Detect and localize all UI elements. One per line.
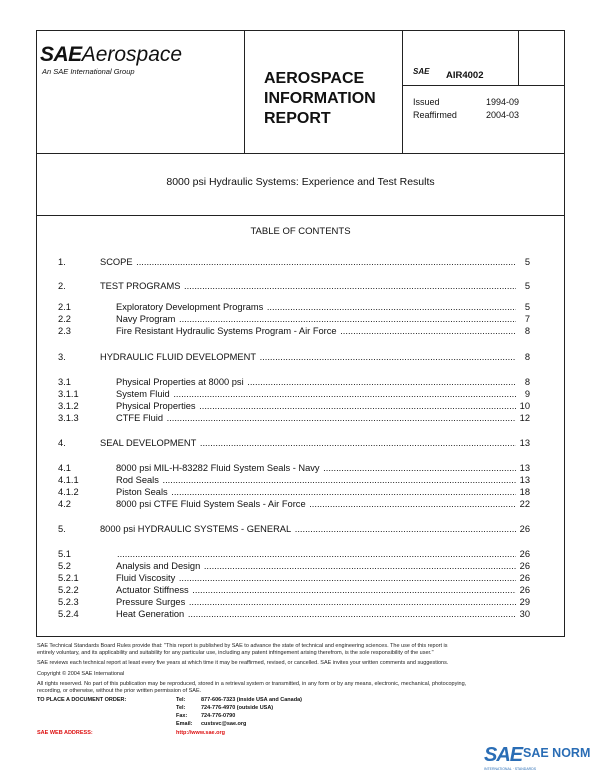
toc-entry[interactable] bbox=[58, 388, 530, 400]
toc-entry-title-text: Physical Properties at 8000 psi bbox=[116, 377, 244, 387]
doc-sae-logo: SAE bbox=[413, 67, 430, 76]
issued-value: 1994-09 bbox=[486, 97, 520, 107]
toc-entry-title-text: Physical Properties bbox=[116, 401, 196, 411]
footer-rules-line2: entirely voluntary, and its applicability and suitability for any particular use, including any patent infringement arising therefrom, is the sole responsibility of the user." bbox=[37, 650, 434, 656]
header-hdivider bbox=[402, 85, 565, 86]
toc-entry-page: 26 bbox=[519, 524, 530, 534]
toc-entry-title bbox=[116, 376, 516, 388]
toc-entry-page: 5 bbox=[524, 257, 530, 267]
toc-entry-number: 2. bbox=[58, 281, 66, 291]
toc-entry-title bbox=[116, 596, 516, 608]
toc-entry-title bbox=[116, 486, 516, 498]
toc-entry-title-text: Rod Seals bbox=[116, 475, 159, 485]
report-type-line3: REPORT bbox=[264, 110, 331, 127]
toc-entry-title bbox=[116, 313, 516, 325]
header-vdivider-3 bbox=[518, 30, 519, 85]
toc-entry-title-text: TEST PROGRAMS bbox=[100, 281, 181, 291]
toc-entry-page: 13 bbox=[519, 463, 530, 473]
reaffirmed-value: 2004-03 bbox=[486, 110, 520, 120]
toc-entry[interactable] bbox=[58, 498, 530, 510]
toc-heading: TABLE OF CONTENTS bbox=[250, 226, 351, 237]
doc-number: AIR4002 bbox=[446, 70, 484, 81]
toc-entry[interactable] bbox=[58, 376, 530, 388]
toc-entry-title bbox=[116, 325, 516, 337]
toc-entry-page: 8 bbox=[524, 377, 530, 387]
logo-aerospace-text: Aerospace bbox=[81, 43, 183, 66]
toc-entry-page: 26 bbox=[519, 549, 530, 559]
toc-entry-number: 4.1.1 bbox=[58, 475, 79, 485]
sae-norm-watermark-logo: SAE bbox=[484, 744, 523, 766]
toc-entry-number: 3.1.2 bbox=[58, 401, 79, 411]
footer-rights-line2: recording, or otherwise, without the prior written permission of SAE. bbox=[37, 688, 202, 694]
toc-entry-page: 29 bbox=[519, 597, 530, 607]
toc-entry[interactable] bbox=[58, 325, 530, 337]
toc-entry-number: 5. bbox=[58, 524, 66, 534]
toc-entry-title-text: Analysis and Design bbox=[116, 561, 201, 571]
toc-entry-number: 1. bbox=[58, 257, 66, 267]
order-label: TO PLACE A DOCUMENT ORDER: bbox=[37, 697, 127, 703]
toc-entry-number: 4.2 bbox=[58, 499, 71, 509]
toc-entry-number: 3.1.1 bbox=[58, 389, 79, 399]
toc-entry[interactable] bbox=[58, 560, 530, 572]
toc-entry-number: 3.1.3 bbox=[58, 413, 79, 423]
toc-entry-title bbox=[116, 498, 516, 510]
toc-entry-page: 13 bbox=[519, 438, 530, 448]
toc-entry-title-text: Piston Seals bbox=[116, 487, 168, 497]
toc-entry-number: 3. bbox=[58, 352, 66, 362]
toc-entry[interactable] bbox=[58, 437, 530, 449]
header-vdivider-1 bbox=[244, 30, 245, 153]
toc-entry[interactable] bbox=[58, 486, 530, 498]
sae-norm-watermark-tagline: INTERNATIONAL · STANDARDS bbox=[484, 767, 537, 771]
title-divider bbox=[36, 215, 565, 216]
toc-entry[interactable] bbox=[58, 351, 530, 363]
toc-entry-title-text: Fluid Viscosity bbox=[116, 573, 176, 583]
toc-entry-title bbox=[116, 462, 516, 474]
toc-entry-page: 8 bbox=[524, 326, 530, 336]
toc-entry-title-text: Actuator Stiffness bbox=[116, 585, 189, 595]
toc-entry-number: 3.1 bbox=[58, 377, 71, 387]
toc-entry-number: 5.2.1 bbox=[58, 573, 79, 583]
toc-entry[interactable] bbox=[58, 584, 530, 596]
toc-entry-title bbox=[100, 523, 516, 535]
toc-entry-title bbox=[100, 351, 516, 363]
toc-entry-number: 2.3 bbox=[58, 326, 71, 336]
toc-entry-title-text: Exploratory Development Programs bbox=[116, 302, 264, 312]
issued-label: Issued bbox=[413, 97, 440, 107]
tel1-label: Tel: bbox=[176, 697, 186, 703]
toc-entry-title-text: Navy Program bbox=[116, 314, 176, 324]
toc-entry-title bbox=[116, 412, 516, 424]
toc-entry-title bbox=[116, 572, 516, 584]
toc-entry-title bbox=[116, 474, 516, 486]
web-address-label: SAE WEB ADDRESS: bbox=[37, 730, 93, 736]
toc-entry-title-text: System Fluid bbox=[116, 389, 170, 399]
toc-entry-title-text: Fire Resistant Hydraulic Systems Program - Air Force bbox=[116, 326, 337, 336]
header-divider bbox=[36, 153, 565, 154]
toc-entry[interactable] bbox=[58, 596, 530, 608]
tel2-label: Tel: bbox=[176, 705, 186, 711]
document-title: 8000 psi Hydraulic Systems: Experience and Test Results bbox=[166, 176, 435, 188]
toc-entry-title bbox=[116, 584, 516, 596]
toc-entry-title bbox=[100, 437, 516, 449]
toc-entry-title-text: Pressure Surges bbox=[116, 597, 186, 607]
logo-sae-text: SAE bbox=[40, 43, 82, 66]
toc-entry-page: 18 bbox=[519, 487, 530, 497]
toc-entry-title bbox=[116, 608, 516, 620]
toc-entry[interactable] bbox=[58, 462, 530, 474]
toc-entry-number: 2.2 bbox=[58, 314, 71, 324]
email-value: custsvc@sae.org bbox=[201, 721, 247, 727]
logo-subtitle: An SAE International Group bbox=[42, 67, 135, 76]
toc-entry-title-text: CTFE Fluid bbox=[116, 413, 164, 423]
toc-entry[interactable] bbox=[58, 412, 530, 424]
toc-entry-title bbox=[116, 548, 516, 560]
report-type bbox=[264, 69, 376, 129]
toc-entry-title-text bbox=[116, 549, 117, 559]
sae-aerospace-logo bbox=[40, 43, 182, 67]
toc-entry-page: 5 bbox=[524, 281, 530, 291]
header-vdivider-2 bbox=[402, 30, 403, 153]
toc-entry-title bbox=[116, 388, 516, 400]
sae-norm-watermark-text: SAE NORM bbox=[523, 746, 591, 760]
toc-entry-page: 5 bbox=[524, 302, 530, 312]
fax-label: Fax: bbox=[176, 713, 188, 719]
toc-entry-number: 5.2.4 bbox=[58, 609, 79, 619]
toc-entry-page: 26 bbox=[519, 573, 530, 583]
toc-entry-title bbox=[100, 280, 516, 292]
toc-entry[interactable] bbox=[58, 548, 530, 560]
toc-entry-page: 22 bbox=[519, 499, 530, 509]
footer-copyright: Copyright © 2004 SAE International bbox=[37, 671, 125, 677]
toc-entry-number: 2.1 bbox=[58, 302, 71, 312]
toc-entry[interactable] bbox=[58, 474, 530, 486]
toc-entry-page: 12 bbox=[519, 413, 530, 423]
toc-entry[interactable] bbox=[58, 400, 530, 412]
toc-entry-title-text: SCOPE bbox=[100, 257, 133, 267]
toc-entry[interactable] bbox=[58, 313, 530, 325]
footer-rules-line3: SAE reviews each technical report at least every five years at which time it may be reaffirmed, revised, or cancelled. SAE invites your written comments and suggestions. bbox=[37, 660, 449, 666]
toc-entry-number: 5.2.2 bbox=[58, 585, 79, 595]
report-type-line1: AEROSPACE bbox=[264, 70, 365, 87]
toc-entry[interactable] bbox=[58, 280, 530, 292]
web-address-link[interactable]: http://www.sae.org bbox=[176, 730, 225, 736]
email-label: Email: bbox=[176, 721, 193, 727]
toc-entry-title bbox=[116, 560, 516, 572]
toc-entry-page: 30 bbox=[519, 609, 530, 619]
toc-entry[interactable] bbox=[58, 523, 530, 535]
toc-entry-page: 9 bbox=[524, 389, 530, 399]
toc-entry[interactable] bbox=[58, 301, 530, 313]
toc-entry-number: 4.1 bbox=[58, 463, 71, 473]
toc-entry-number: 5.1 bbox=[58, 549, 71, 559]
toc-entry-title-text: SEAL DEVELOPMENT bbox=[100, 438, 197, 448]
toc-entry-title-text: 8000 psi HYDRAULIC SYSTEMS - GENERAL bbox=[100, 524, 292, 534]
toc-entry-title-text: 8000 psi MIL-H-83282 Fluid System Seals - Navy bbox=[116, 463, 320, 473]
toc-entry-number: 5.2 bbox=[58, 561, 71, 571]
toc-entry-number: 5.2.3 bbox=[58, 597, 79, 607]
fax-value: 724-776-0790 bbox=[201, 713, 236, 719]
toc-entry-page: 10 bbox=[519, 401, 530, 411]
toc-entry-title bbox=[116, 301, 516, 313]
toc-entry-page: 26 bbox=[519, 585, 530, 595]
toc-entry[interactable] bbox=[58, 256, 530, 268]
tel1-value: 877-606-7323 (inside USA and Canada) bbox=[201, 697, 302, 703]
reaffirmed-label: Reaffirmed bbox=[413, 110, 457, 120]
toc-entry-page: 8 bbox=[524, 352, 530, 362]
toc-entry-title bbox=[116, 400, 516, 412]
toc-entry-title bbox=[100, 256, 516, 268]
toc-entry-number: 4. bbox=[58, 438, 66, 448]
toc-entry-page: 7 bbox=[524, 314, 530, 324]
report-type-line2: INFORMATION bbox=[264, 90, 376, 107]
toc-entry-page: 13 bbox=[519, 475, 530, 485]
footer-rules-line1: SAE Technical Standards Board Rules provide that: "This report is published by SAE to advance the state of technical and engineering sciences. The use of this report is bbox=[37, 643, 448, 649]
toc-entry-number: 4.1.2 bbox=[58, 487, 79, 497]
toc-entry-title-text: HYDRAULIC FLUID DEVELOPMENT bbox=[100, 352, 257, 362]
tel2-value: 724-776-4970 (outside USA) bbox=[201, 705, 274, 711]
footer-rights-line1: All rights reserved. No part of this publication may be reproduced, stored in a retrieval system or transmitted, in any form or by any means, electronic, mechanical, photocopying, bbox=[37, 681, 467, 687]
toc-entry-title-text: Heat Generation bbox=[116, 609, 185, 619]
toc-entry-page: 26 bbox=[519, 561, 530, 571]
toc-entry[interactable] bbox=[58, 572, 530, 584]
toc-entry[interactable] bbox=[58, 608, 530, 620]
toc-entry-title-text: 8000 psi CTFE Fluid System Seals - Air Force bbox=[116, 499, 306, 509]
